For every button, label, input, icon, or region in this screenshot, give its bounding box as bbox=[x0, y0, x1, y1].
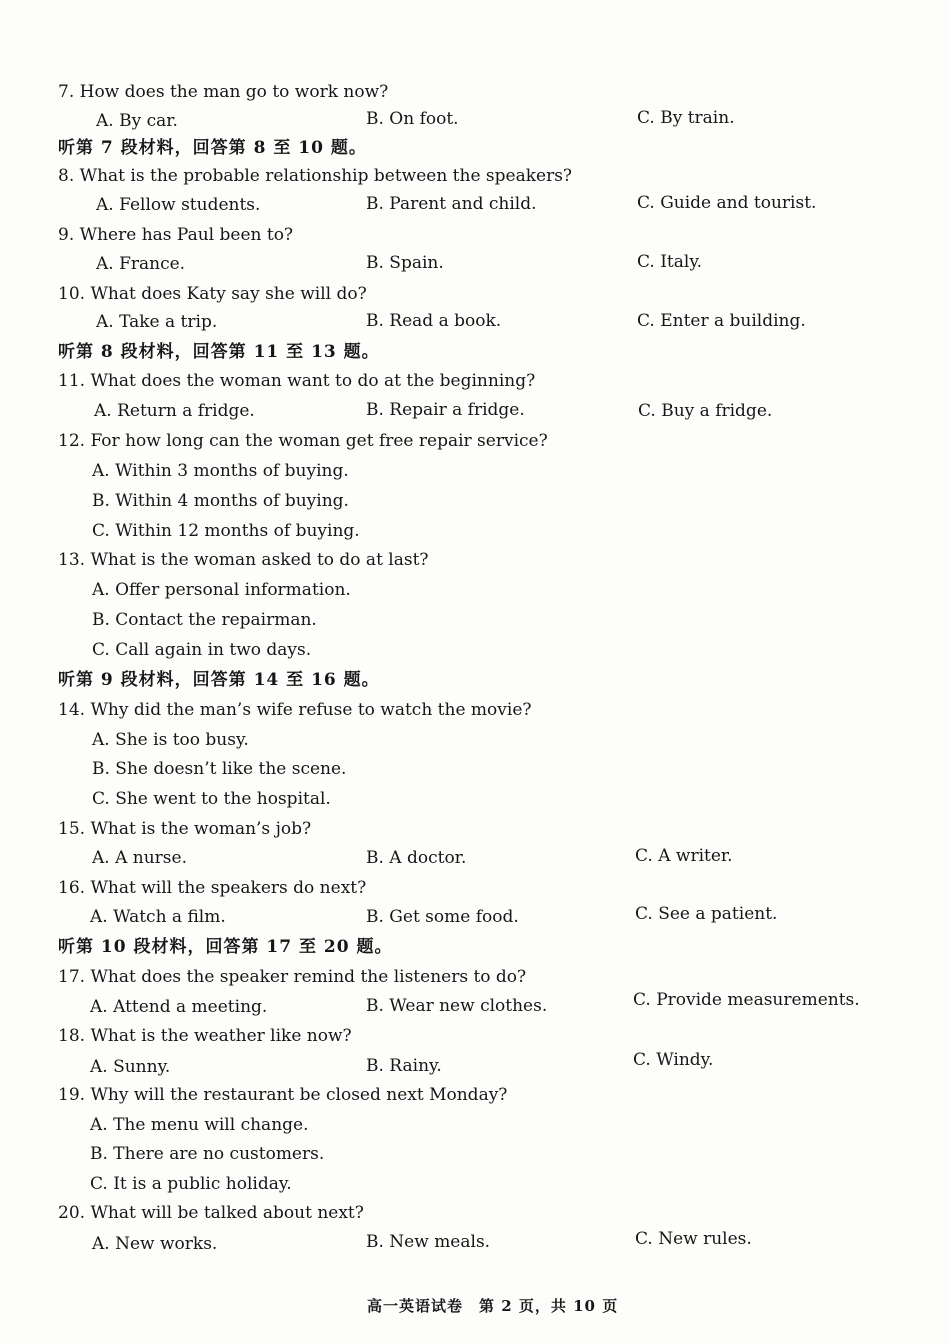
question-8: 8. What is the probable relationship between the speakers? bbox=[58, 166, 573, 186]
option-12-a: A. Within 3 months of buying. bbox=[92, 461, 349, 481]
option-10-c: C. Enter a building. bbox=[637, 311, 806, 331]
option-18-b: B. Rainy. bbox=[366, 1056, 442, 1076]
option-15-a: A. A nurse. bbox=[92, 848, 187, 868]
question-15: 15. What is the woman’s job? bbox=[58, 819, 312, 839]
page-footer: 高一英语试卷 第 2 页，共 10 页 bbox=[367, 1297, 619, 1315]
section-heading-9: 听第 9 段材料，回答第 14 至 16 题。 bbox=[58, 670, 380, 690]
option-10-a: A. Take a trip. bbox=[96, 312, 218, 332]
option-9-a: A. France. bbox=[96, 254, 186, 274]
option-17-c: C. Provide measurements. bbox=[633, 990, 860, 1010]
option-14-b: B. She doesn’t like the scene. bbox=[92, 759, 347, 779]
option-13-c: C. Call again in two days. bbox=[92, 640, 312, 660]
option-8-a: A. Fellow students. bbox=[96, 195, 261, 215]
option-12-b: B. Within 4 months of buying. bbox=[92, 491, 349, 511]
question-12: 12. For how long can the woman get free repair service? bbox=[58, 431, 548, 451]
option-8-c: C. Guide and tourist. bbox=[637, 193, 817, 213]
option-13-a: A. Offer personal information. bbox=[92, 580, 351, 600]
question-7: 7. How does the man go to work now? bbox=[58, 82, 389, 102]
option-20-b: B. New meals. bbox=[366, 1232, 491, 1252]
option-18-c: C. Windy. bbox=[633, 1050, 714, 1070]
option-11-a: A. Return a fridge. bbox=[94, 401, 255, 421]
question-11: 11. What does the woman want to do at the beginning? bbox=[58, 371, 536, 391]
option-10-b: B. Read a book. bbox=[366, 311, 502, 331]
option-19-b: B. There are no customers. bbox=[90, 1144, 325, 1164]
option-15-b: B. A doctor. bbox=[366, 848, 467, 868]
question-20: 20. What will be talked about next? bbox=[58, 1203, 364, 1223]
option-12-c: C. Within 12 months of buying. bbox=[92, 521, 360, 541]
option-14-a: A. She is too busy. bbox=[92, 730, 249, 750]
option-9-c: C. Italy. bbox=[637, 252, 703, 272]
option-17-a: A. Attend a meeting. bbox=[90, 997, 268, 1017]
option-11-b: B. Repair a fridge. bbox=[366, 400, 525, 420]
option-18-a: A. Sunny. bbox=[90, 1057, 171, 1077]
option-16-c: C. See a patient. bbox=[635, 904, 778, 924]
section-heading-10: 听第 10 段材料，回答第 17 至 20 题。 bbox=[58, 937, 393, 957]
question-16: 16. What will the speakers do next? bbox=[58, 878, 367, 898]
question-17: 17. What does the speaker remind the listeners to do? bbox=[58, 967, 527, 987]
option-13-b: B. Contact the repairman. bbox=[92, 610, 317, 630]
option-19-c: C. It is a public holiday. bbox=[90, 1174, 292, 1194]
option-16-a: A. Watch a film. bbox=[90, 907, 226, 927]
section-heading-8: 听第 8 段材料，回答第 11 至 13 题。 bbox=[58, 342, 380, 362]
option-11-c: C. Buy a fridge. bbox=[638, 401, 773, 421]
question-14: 14. Why did the man’s wife refuse to watch the movie? bbox=[58, 700, 532, 720]
option-16-b: B. Get some food. bbox=[366, 907, 519, 927]
question-9: 9. Where has Paul been to? bbox=[58, 225, 294, 245]
option-14-c: C. She went to the hospital. bbox=[92, 789, 331, 809]
option-7-a: A. By car. bbox=[96, 111, 178, 131]
question-19: 19. Why will the restaurant be closed next Monday? bbox=[58, 1085, 508, 1105]
option-8-b: B. Parent and child. bbox=[366, 194, 537, 214]
option-7-b: B. On foot. bbox=[366, 109, 459, 129]
question-13: 13. What is the woman asked to do at last? bbox=[58, 550, 429, 570]
question-10: 10. What does Katy say she will do? bbox=[58, 284, 367, 304]
option-20-c: C. New rules. bbox=[635, 1229, 752, 1249]
option-20-a: A. New works. bbox=[92, 1234, 218, 1254]
option-19-a: A. The menu will change. bbox=[90, 1115, 309, 1135]
option-17-b: B. Wear new clothes. bbox=[366, 996, 548, 1016]
option-15-c: C. A writer. bbox=[635, 846, 733, 866]
option-7-c: C. By train. bbox=[637, 108, 735, 128]
question-18: 18. What is the weather like now? bbox=[58, 1026, 352, 1046]
option-9-b: B. Spain. bbox=[366, 253, 444, 273]
section-heading-7: 听第 7 段材料，回答第 8 至 10 题。 bbox=[58, 138, 367, 158]
